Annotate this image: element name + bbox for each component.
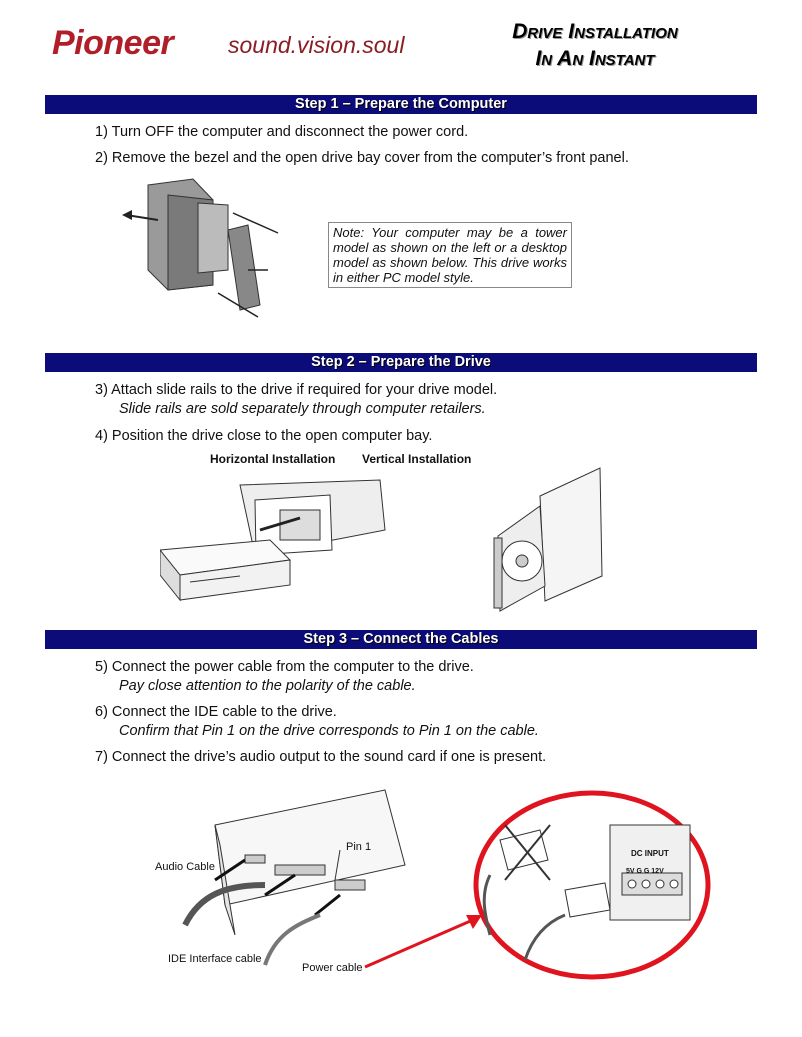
instruction-3-note: Slide rails are sold separately through computer retailers. <box>119 401 486 417</box>
instruction-3: 3) Attach slide rails to the drive if required for your drive model. <box>95 382 498 398</box>
horizontal-installation-illustration <box>160 470 400 605</box>
brand-tagline: sound.vision.soul <box>228 32 405 58</box>
brand-logo: Pioneer <box>52 24 174 62</box>
caption-vertical: Vertical Installation <box>362 452 472 466</box>
label-dc-pins: 5V G G 12V <box>626 868 664 875</box>
step-1-header: Step 1 – Prepare the Computer <box>45 95 757 114</box>
note-box: Note: Your computer may be a tower model as shown on the left or a desktop model as shown below. This drive works in either PC model style. <box>328 222 572 288</box>
step-3-header: Step 3 – Connect the Cables <box>45 630 757 649</box>
instruction-2: 2) Remove the bezel and the open drive bay cover from the computer’s front panel. <box>95 150 629 166</box>
caption-horizontal: Horizontal Installation <box>210 452 336 466</box>
instruction-4: 4) Position the drive close to the open computer bay. <box>95 428 433 444</box>
label-power-cable: Power cable <box>302 962 363 974</box>
instruction-5-note: Pay close attention to the polarity of the cable. <box>119 678 416 694</box>
tower-computer-illustration <box>118 175 298 325</box>
vertical-installation-illustration <box>490 466 610 616</box>
instruction-7: 7) Connect the drive’s audio output to the sound card if one is present. <box>95 749 547 765</box>
label-dc-input: DC INPUT <box>631 849 669 858</box>
instruction-1: 1) Turn OFF the computer and disconnect the power cord. <box>95 124 469 140</box>
instruction-6-note: Confirm that Pin 1 on the drive corresponds to Pin 1 on the cable. <box>119 723 539 739</box>
label-audio-cable: Audio Cable <box>155 861 215 873</box>
power-connector-callout <box>470 785 715 985</box>
step-2-header: Step 2 – Prepare the Drive <box>45 353 757 372</box>
title-line-2: In An Instant <box>535 47 655 70</box>
instruction-6: 6) Connect the IDE cable to the drive. <box>95 704 337 720</box>
label-pin-1: Pin 1 <box>346 841 372 853</box>
instruction-5: 5) Connect the power cable from the computer to the drive. <box>95 659 474 675</box>
title-line-1: Drive Installation <box>512 20 678 43</box>
label-ide-cable: IDE Interface cable <box>168 953 262 965</box>
document-title <box>470 18 720 72</box>
